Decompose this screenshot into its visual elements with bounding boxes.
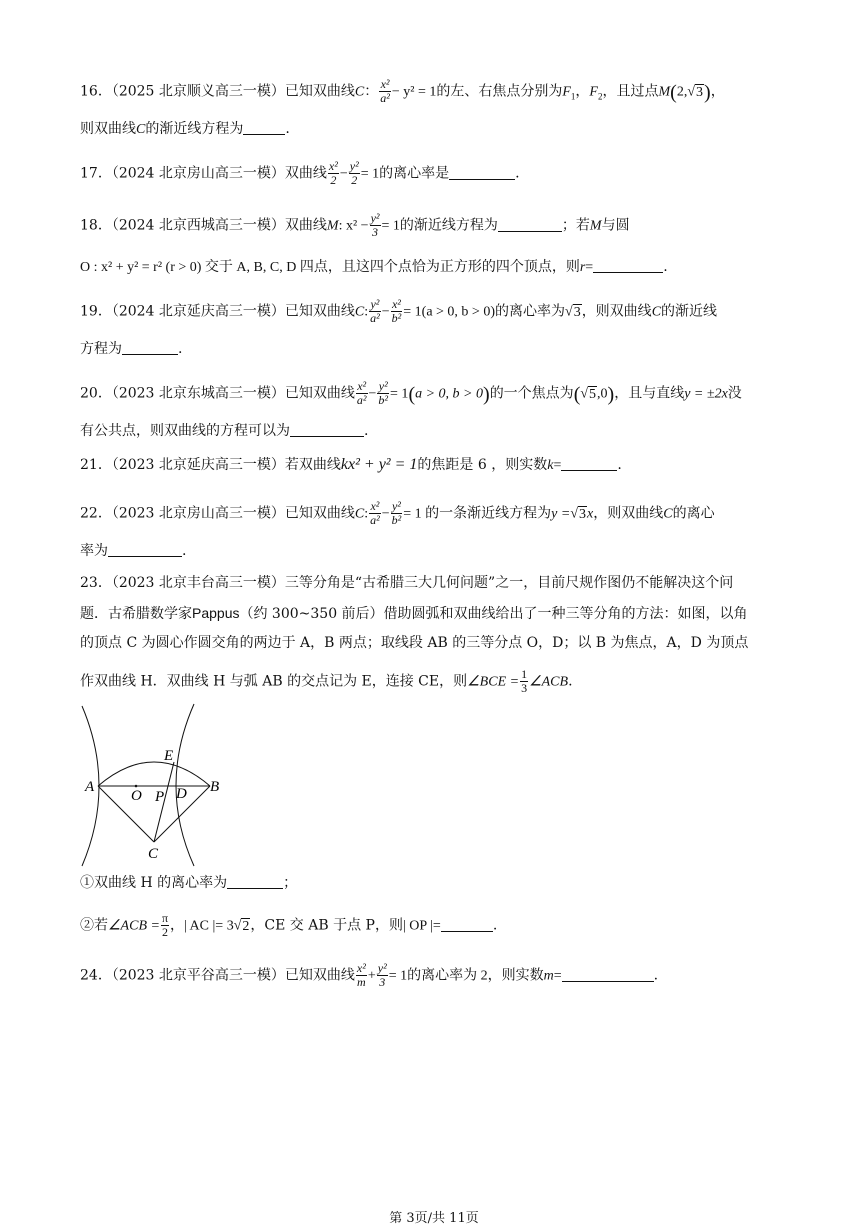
q23-sub2-sqrt: √2	[233, 918, 250, 934]
q24-line1	[80, 962, 658, 989]
q21-mid: 的焦距是 6 ，则实数	[417, 457, 548, 473]
q19-frac1-num: y²	[370, 297, 380, 311]
q23-sub2-frac	[161, 912, 169, 939]
q19-mid3: 的渐近线	[661, 303, 718, 320]
q19-sqrt-value: 3	[573, 304, 581, 320]
q19-line1	[80, 298, 717, 325]
q21-answer-blank[interactable]	[561, 456, 617, 471]
q24-eq: =	[553, 968, 562, 984]
q20-frac2-den: b²	[378, 393, 389, 407]
q21-line1	[80, 456, 622, 475]
figure-label-p: P	[155, 789, 165, 805]
q20-sqrt-value: 5	[589, 386, 597, 402]
q24-frac2-den: 3	[379, 975, 386, 989]
q16-f1: F	[562, 84, 571, 100]
q19-end: .	[178, 341, 183, 357]
q16-line2-a: 则双曲线	[80, 121, 136, 137]
q22-line2: 率为	[80, 543, 108, 559]
q18-eq: =	[585, 260, 594, 275]
q17-answer-blank[interactable]	[449, 165, 515, 180]
q24-frac1-num: x²	[356, 961, 366, 975]
q23-line1-text: 23．（2023 北京丰台高三一模）三等分角是“古希腊三大几何问题”之一，目前尺规作图仍不能解决这个问	[80, 575, 734, 591]
q18-frac	[370, 212, 381, 239]
q20-frac1-num: x²	[357, 379, 367, 393]
q19-minus: −	[381, 304, 390, 320]
q20-answer-blank[interactable]	[290, 422, 364, 437]
q24-mid: = 1的离心率为 2，则实数	[388, 968, 544, 984]
q19-sqrt: √3	[565, 304, 581, 320]
q16-frac-den: a²	[380, 91, 390, 105]
q20-minus: −	[368, 386, 377, 402]
q19-c: C	[354, 304, 365, 320]
q16-answer-blank[interactable]	[243, 120, 285, 135]
q19-frac2-den: b²	[391, 311, 402, 325]
q17-line1	[80, 160, 520, 187]
q18-mid3: 与圆	[601, 217, 630, 234]
q23-sub1-text: ①双曲线 H 的离心率为	[80, 875, 228, 891]
page-footer: 第 3页/共 11页	[389, 1211, 479, 1226]
q22-mid3: 的离心	[672, 505, 715, 522]
q18-m2: M	[589, 218, 602, 234]
q23-sub2	[80, 912, 497, 939]
q16-frac-num: x²	[380, 77, 390, 91]
q22-colon: :	[364, 506, 369, 522]
q20-pt: ,0	[597, 386, 608, 402]
q18-frac-den: 3	[372, 225, 379, 239]
q24-frac1-den: m	[357, 975, 366, 989]
figure-label-a: A	[85, 779, 95, 795]
q23-sub1-end: ；	[283, 875, 298, 891]
q23-line4-a: 作双曲线 H．双曲线 H 与弧 AB 的交点记为 E，连接 CE，则	[80, 673, 468, 690]
q20-frac2-num: y²	[378, 379, 388, 393]
q20-cond2: a > 0, b > 0	[415, 386, 484, 402]
q23-line4	[80, 668, 573, 695]
q23-angle-acb: ∠ACB	[529, 674, 569, 690]
q20-lparen2: (	[573, 383, 581, 406]
figure-label-b: B	[210, 779, 220, 795]
q16-var-c: C	[354, 84, 365, 100]
q16-line1	[80, 78, 725, 105]
q23-sub2-c: ，CE 交 AB 于点 P，则	[250, 917, 403, 934]
q20-line-eq: y = ±2x	[684, 386, 728, 402]
q17-frac2-num: y²	[349, 159, 359, 173]
q22-line-eq: y =	[551, 506, 571, 522]
q23-angle-bce: ∠BCE =	[467, 674, 520, 690]
q21-lead: 21．（2023 北京延庆高三一模）若双曲线	[80, 457, 341, 473]
q16-sqrt: √3	[687, 84, 704, 100]
q18-frac-num: y²	[370, 211, 380, 225]
figure-label-e: E	[164, 748, 174, 764]
q23-sub2-op: | OP |=	[402, 918, 441, 934]
q17-frac2	[349, 160, 360, 187]
q16-colon: ：	[364, 83, 379, 100]
q23-frac-den: 3	[521, 681, 528, 695]
figure-label-c: C	[148, 846, 159, 862]
q16-line2-end: .	[285, 121, 290, 137]
q22-frac1	[369, 500, 381, 527]
q16-f2: F	[589, 84, 598, 100]
q19-mid2: ，则双曲线	[581, 303, 652, 320]
q20-line2	[80, 422, 368, 440]
q18-end: .	[663, 259, 668, 275]
q22-frac1-num: x²	[370, 499, 380, 513]
q23-answer-blank-2[interactable]	[441, 917, 493, 932]
q21-eq2: =	[553, 458, 562, 473]
q21-eq: kx² + y² = 1	[340, 456, 418, 473]
q20-sqrt: √5	[580, 386, 597, 402]
q16-rparen: )	[704, 81, 711, 104]
q16-mid2: ，且过点	[602, 83, 659, 100]
q19-c2: C	[651, 304, 662, 320]
q23-figure	[76, 702, 236, 868]
q20-lparen1: (	[408, 383, 416, 406]
q17-frac1-num: x²	[328, 159, 338, 173]
q18-r: r	[579, 260, 586, 275]
q23-answer-blank-1[interactable]	[227, 874, 283, 889]
q23-sub1	[80, 874, 297, 892]
q22-sqrt-value: 3	[579, 506, 587, 522]
q18-lead: 18．（2024 北京西城高三一模）双曲线	[80, 217, 327, 234]
figure-arc-ab	[98, 762, 210, 786]
q24-lead: 24．（2023 北京平谷高三一模）已知双曲线	[80, 967, 355, 984]
q19-frac2-num: x²	[391, 297, 401, 311]
q18-line1	[80, 212, 630, 239]
q20-cond: = 1	[390, 386, 409, 402]
q16-line2-c: C	[136, 122, 146, 137]
figure-label-o: O	[131, 788, 142, 804]
q24-plus: +	[367, 968, 376, 984]
q23-sub2-angle: ∠ACB =	[108, 918, 160, 934]
q18-answer-blank-2[interactable]	[593, 258, 663, 273]
figure-segment-ca	[98, 786, 154, 842]
q19-colon: :	[364, 304, 369, 320]
q20-lead: 20．（2023 北京东城高三一模）已知双曲线	[80, 385, 355, 402]
q22-frac2	[391, 500, 403, 527]
q16-comma: ，	[575, 83, 590, 100]
q16-end: ，	[710, 83, 725, 100]
q18-eq1: : x² −	[338, 218, 369, 234]
q19-mid: 的离心率为	[495, 303, 565, 320]
q23-sub2-b: ，| AC |= 3	[170, 918, 234, 934]
q22-line2	[80, 542, 186, 560]
q16-point-m: M	[658, 84, 671, 100]
q20-end: .	[364, 423, 369, 439]
q22-frac2-num: y²	[391, 499, 401, 513]
q16-f2-sub: 2	[597, 91, 603, 102]
q22-mid: = 1 的一条渐近线方程为	[403, 506, 552, 522]
q23-sub2-frac-den: 2	[161, 925, 168, 939]
q23-pappus: Pappus	[192, 605, 240, 621]
q17-mid: = 1的离心率是	[360, 166, 450, 182]
q18-line2-a: O : x² + y² = r² (r > 0) 交于 A, B, C, D 四点，且这四个点恰为正方形的四个顶点，则	[80, 260, 580, 275]
q24-frac2-num: y²	[377, 961, 387, 975]
q22-end: .	[182, 543, 187, 559]
q17-frac2-den: 2	[351, 173, 358, 187]
q23-line1	[80, 574, 733, 592]
q21-end: .	[617, 457, 622, 473]
q20-mid2: ，且与直线	[614, 385, 685, 402]
q18-answer-blank-1[interactable]	[498, 217, 562, 232]
q23-frac-num: 1	[521, 667, 528, 681]
q19-lead: 19．（2024 北京延庆高三一模）已知双曲线	[80, 303, 355, 320]
q23-line2-b: （约 300~350 前后）借助圆弧和双曲线给出了一种三等分角的方法：如图，以角	[239, 606, 748, 622]
q23-line3-text: 的顶点 C 为圆心作圆交角的两边于 A，B 两点；取线段 AB 的三等分点 O，D；以 B 为焦点，A，D 为顶点	[80, 635, 749, 651]
q17-end: .	[515, 165, 520, 182]
q18-mid2: ；若	[561, 217, 590, 234]
q18-m: M	[326, 218, 339, 234]
q17-frac1-den: 2	[330, 173, 337, 187]
q17-minus: −	[339, 166, 348, 182]
q22-c: C	[354, 506, 365, 522]
q19-cond: = 1(a > 0, b > 0)	[403, 304, 495, 320]
q24-frac1	[356, 962, 367, 989]
q23-sub2-end: .	[492, 917, 498, 934]
q20-frac1	[356, 380, 368, 407]
q23-sub2-frac-num: π	[161, 911, 169, 925]
q22-frac2-den: b²	[391, 513, 402, 527]
q19-frac2	[391, 298, 403, 325]
q23-line2-a: 题．古希腊数学家	[80, 606, 192, 622]
q17-frac1	[328, 160, 339, 187]
q20-line2: 有公共点，则双曲线的方程可以为	[80, 423, 290, 439]
q20-frac1-den: a²	[356, 393, 367, 407]
q16-mid1: − y² = 1的左、右焦点分别为	[391, 84, 563, 100]
q19-line2	[80, 340, 182, 358]
q16-f1-sub: 1	[570, 91, 576, 102]
q22-line1	[80, 500, 715, 527]
q16-sqrt-value: 3	[696, 84, 704, 100]
q20-mid3: 没	[727, 385, 742, 402]
q24-end: .	[653, 967, 659, 984]
q20-rparen2: )	[607, 383, 615, 406]
q20-mid: 的一个焦点为	[489, 385, 574, 402]
q16-lparen: (	[670, 81, 677, 104]
q24-frac2	[377, 962, 388, 989]
q17-lead: 17．（2024 北京房山高三一模）双曲线	[80, 165, 327, 182]
q18-line2	[80, 258, 668, 277]
q23-line4-end: .	[568, 673, 573, 690]
q22-c2: C	[663, 506, 673, 522]
figure-point-o	[135, 785, 138, 788]
q16-line2	[80, 120, 290, 139]
q22-mid2: ，则双曲线	[593, 505, 664, 522]
figure-right-branch	[176, 704, 194, 866]
figure-label-d: D	[176, 786, 187, 802]
q22-lead: 22．（2023 北京房山高三一模）已知双曲线	[80, 505, 355, 522]
q23-line2	[80, 604, 748, 623]
q16-frac	[379, 78, 391, 105]
q24-answer-blank[interactable]	[562, 967, 654, 982]
q19-frac1	[369, 298, 381, 325]
q20-rparen1: )	[483, 383, 490, 406]
q23-frac	[520, 668, 528, 695]
q19-answer-blank[interactable]	[122, 340, 178, 355]
q23-sub2-a: ②若	[80, 917, 108, 934]
q20-line1	[80, 380, 742, 407]
q16-lead: 16．（2025 北京顺义高三一模）已知双曲线	[80, 83, 355, 100]
q22-x: x	[587, 506, 594, 522]
q23-line3	[80, 634, 748, 652]
q22-frac1-den: a²	[370, 513, 380, 527]
q16-point-x: 2,	[676, 84, 688, 100]
q18-mid: = 1的渐近线方程为	[381, 218, 498, 234]
q24-m: m	[543, 968, 554, 984]
q19-frac1-den: a²	[370, 311, 380, 325]
q23-sub2-sqrt-value: 2	[242, 918, 250, 934]
q22-sqrt: √3	[570, 506, 587, 522]
q20-frac2	[377, 380, 389, 407]
q19-line2: 方程为	[80, 341, 122, 357]
q22-minus: −	[381, 506, 390, 522]
q16-line2-b: 的渐近线方程为	[145, 121, 244, 137]
q22-answer-blank[interactable]	[108, 542, 182, 557]
q21-k: k	[547, 458, 554, 473]
